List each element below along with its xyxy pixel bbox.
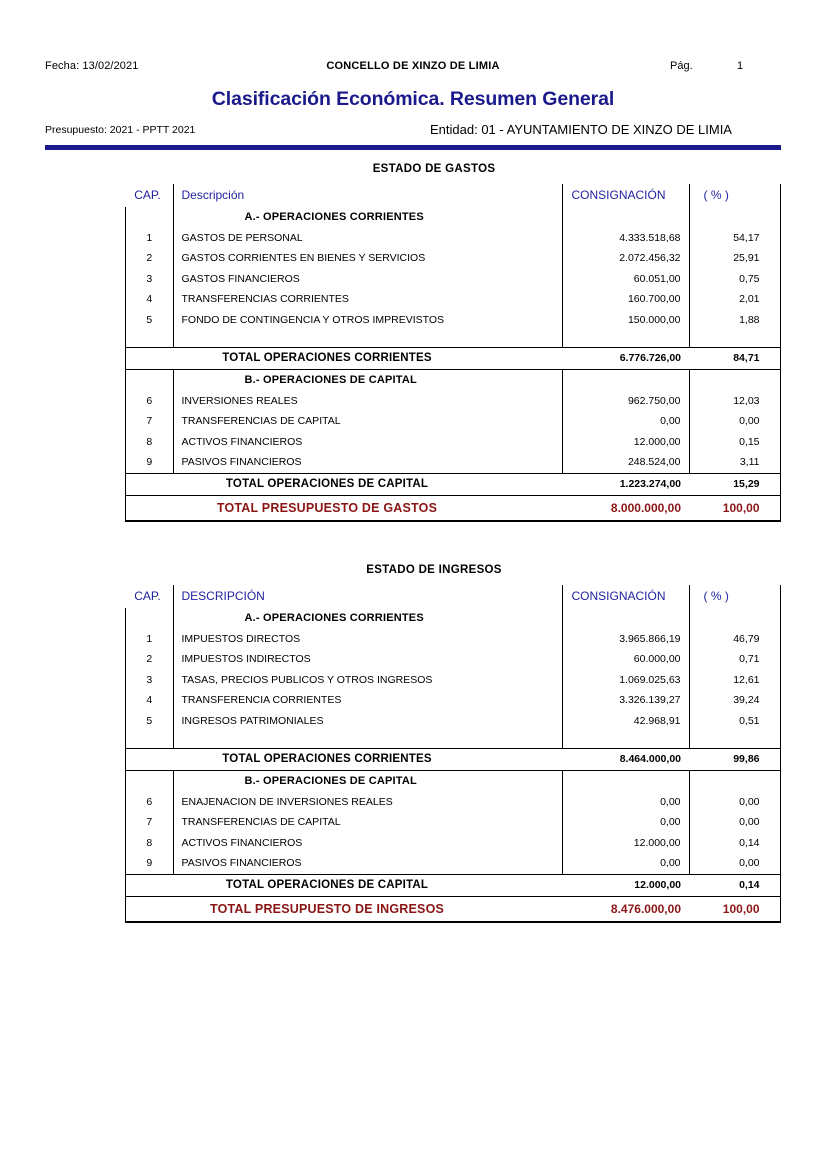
table-header-row (126, 184, 781, 207)
row-cons: 0,00 (562, 812, 689, 833)
row-cap: 1 (126, 228, 174, 249)
grand-total-pct: 100,00 (689, 896, 780, 922)
page-number: 1 (737, 60, 744, 72)
group-b-label: B.- OPERACIONES DE CAPITAL (244, 775, 417, 787)
row-cap: 4 (126, 690, 174, 711)
row-pct: 54,17 (689, 228, 780, 249)
grand-total-cons: 8.476.000,00 (562, 896, 689, 922)
table-row (126, 711, 781, 732)
table-row (126, 289, 781, 310)
row-pct: 1,88 (689, 310, 780, 331)
col-header-cons: CONSIGNACIÓN (562, 184, 689, 207)
row-desc: TRANSFERENCIAS CORRIENTES (181, 293, 349, 305)
group-label-row (126, 771, 781, 792)
row-pct: 12,61 (689, 670, 780, 691)
group-label-row (126, 207, 781, 228)
group-a-label: A.- OPERACIONES CORRIENTES (244, 612, 424, 624)
row-desc: TRANSFERENCIAS DE CAPITAL (181, 415, 341, 427)
row-cap: 8 (126, 833, 174, 854)
subtotal-pct: 0,14 (689, 874, 780, 896)
table-row (126, 649, 781, 670)
subtotal-row-capital (126, 874, 781, 896)
page-label: Pág. (670, 60, 693, 72)
row-pct: 0,00 (689, 792, 780, 813)
row-desc: GASTOS CORRIENTES EN BIENES Y SERVICIOS (181, 252, 426, 264)
table-row (126, 248, 781, 269)
row-cap: 5 (126, 310, 174, 331)
subtotal-cons: 1.223.274,00 (562, 473, 689, 495)
budget-label: Presupuesto: 2021 - PPTT 2021 (45, 124, 196, 136)
row-desc: PASIVOS FINANCIEROS (181, 456, 302, 468)
subtotal-label: TOTAL OPERACIONES DE CAPITAL (126, 874, 563, 896)
col-header-pct: ( % ) (689, 184, 780, 207)
subtotal-cons: 6.776.726,00 (562, 348, 689, 370)
row-pct: 0,15 (689, 432, 780, 453)
row-cons: 60.051,00 (562, 269, 689, 290)
table-row (126, 833, 781, 854)
row-cons: 248.524,00 (562, 452, 689, 473)
row-desc: IMPUESTOS DIRECTOS (181, 632, 301, 645)
row-cap: 5 (126, 711, 174, 732)
grand-total-cons: 8.000.000,00 (562, 495, 689, 521)
col-header-cap: CAP. (126, 585, 174, 608)
row-cons: 42.968,91 (562, 711, 689, 732)
row-cons: 0,00 (562, 792, 689, 813)
row-desc: FONDO DE CONTINGENCIA Y OTROS IMPREVISTOS (181, 313, 445, 326)
table-ingresos (125, 585, 781, 923)
subtotal-label: TOTAL OPERACIONES CORRIENTES (126, 348, 563, 370)
table-row (126, 812, 781, 833)
table-row (126, 432, 781, 453)
row-cap: 9 (126, 452, 174, 473)
col-header-desc: DESCRIPCIÓN (181, 589, 265, 603)
spacer-row (126, 731, 781, 749)
row-desc: PASIVOS FINANCIEROS (181, 857, 302, 869)
row-pct: 0,00 (689, 812, 780, 833)
row-pct: 25,91 (689, 248, 780, 269)
subtotal-row-corrientes (126, 348, 781, 370)
group-a-label: A.- OPERACIONES CORRIENTES (244, 211, 424, 223)
row-desc: GASTOS DE PERSONAL (181, 231, 303, 244)
subtotal-pct: 15,29 (689, 473, 780, 495)
row-cons: 0,00 (562, 411, 689, 432)
row-cap: 8 (126, 432, 174, 453)
row-pct: 46,79 (689, 629, 780, 650)
report-date-value: 13/02/2021 (82, 60, 139, 72)
grand-total-row (126, 495, 781, 521)
subtotal-pct: 84,71 (689, 348, 780, 370)
page-title: Clasificación Económica. Resumen General (211, 88, 615, 110)
table-header-row (126, 585, 781, 608)
table-row (126, 310, 781, 331)
row-pct: 39,24 (689, 690, 780, 711)
subtotal-row-capital (126, 473, 781, 495)
col-header-desc: Descripción (181, 188, 245, 202)
row-pct: 0,00 (689, 853, 780, 874)
entity-label: Entidad: 01 - AYUNTAMIENTO DE XINZO DE LIMIA (430, 122, 732, 137)
table-row (126, 792, 781, 813)
table-row (126, 411, 781, 432)
grand-total-label: TOTAL PRESUPUESTO DE GASTOS (126, 495, 563, 521)
spacer-row (126, 330, 781, 348)
row-cap: 7 (126, 812, 174, 833)
table-gastos (125, 184, 781, 522)
row-desc: GASTOS FINANCIEROS (181, 272, 300, 285)
col-header-pct: ( % ) (689, 585, 780, 608)
table-row (126, 690, 781, 711)
row-pct: 0,71 (689, 649, 780, 670)
table-row (126, 228, 781, 249)
row-pct: 0,75 (689, 269, 780, 290)
row-cap: 2 (126, 649, 174, 670)
row-desc: INGRESOS PATRIMONIALES (181, 714, 324, 727)
row-cons: 3.326.139,27 (562, 690, 689, 711)
row-desc: IMPUESTOS INDIRECTOS (181, 653, 311, 665)
subtotal-label: TOTAL OPERACIONES CORRIENTES (126, 749, 563, 771)
row-cons: 1.069.025,63 (562, 670, 689, 691)
table-row (126, 853, 781, 874)
row-cons: 962.750,00 (562, 391, 689, 412)
row-cons: 0,00 (562, 853, 689, 874)
report-entity-name: CONCELLO DE XINZO DE LIMIA (326, 60, 500, 72)
col-header-cap: CAP. (126, 184, 174, 207)
row-desc: TASAS, PRECIOS PUBLICOS Y OTROS INGRESOS (181, 673, 433, 686)
row-cons: 12.000,00 (562, 432, 689, 453)
subtotal-pct: 99,86 (689, 749, 780, 771)
row-cap: 9 (126, 853, 174, 874)
grand-total-label: TOTAL PRESUPUESTO DE INGRESOS (126, 896, 563, 922)
table-row (126, 391, 781, 412)
row-cons: 4.333.518,68 (562, 228, 689, 249)
row-pct: 0,51 (689, 711, 780, 732)
row-pct: 12,03 (689, 391, 780, 412)
row-cons: 150.000,00 (562, 310, 689, 331)
table-row (126, 629, 781, 650)
row-cap: 3 (126, 269, 174, 290)
grand-total-pct: 100,00 (689, 495, 780, 521)
row-cons: 3.965.866,19 (562, 629, 689, 650)
row-desc: TRANSFERENCIAS DE CAPITAL (181, 816, 341, 828)
section-title-gastos: ESTADO DE GASTOS (372, 163, 496, 175)
row-desc: INVERSIONES REALES (181, 394, 298, 407)
header-divider (45, 145, 781, 150)
report-subheader (45, 124, 781, 142)
subtotal-label: TOTAL OPERACIONES DE CAPITAL (126, 473, 563, 495)
row-cap: 3 (126, 670, 174, 691)
row-desc: TRANSFERENCIA CORRIENTES (181, 694, 342, 706)
row-pct: 0,00 (689, 411, 780, 432)
row-cap: 7 (126, 411, 174, 432)
row-pct: 2,01 (689, 289, 780, 310)
row-cap: 1 (126, 629, 174, 650)
col-header-cons: CONSIGNACIÓN (562, 585, 689, 608)
row-desc: ACTIVOS FINANCIEROS (181, 435, 303, 448)
row-cap: 4 (126, 289, 174, 310)
report-date-label: Fecha: (45, 60, 80, 72)
grand-total-row (126, 896, 781, 922)
group-label-row (126, 608, 781, 629)
row-cons: 160.700,00 (562, 289, 689, 310)
subtotal-cons: 12.000,00 (562, 874, 689, 896)
row-desc: ENAJENACION DE INVERSIONES REALES (181, 795, 393, 808)
subtotal-cons: 8.464.000,00 (562, 749, 689, 771)
row-pct: 0,14 (689, 833, 780, 854)
row-cap: 6 (126, 391, 174, 412)
table-row (126, 269, 781, 290)
row-cons: 2.072.456,32 (562, 248, 689, 269)
report-header (45, 60, 781, 80)
row-pct: 3,11 (689, 452, 780, 473)
row-desc: ACTIVOS FINANCIEROS (181, 836, 303, 849)
section-title-ingresos: ESTADO DE INGRESOS (366, 564, 502, 576)
subtotal-row-corrientes (126, 749, 781, 771)
table-row (126, 452, 781, 473)
group-b-label: B.- OPERACIONES DE CAPITAL (244, 374, 417, 386)
table-row (126, 670, 781, 691)
row-cap: 2 (126, 248, 174, 269)
row-cap: 6 (126, 792, 174, 813)
group-label-row (126, 370, 781, 391)
row-cons: 12.000,00 (562, 833, 689, 854)
row-cons: 60.000,00 (562, 649, 689, 670)
